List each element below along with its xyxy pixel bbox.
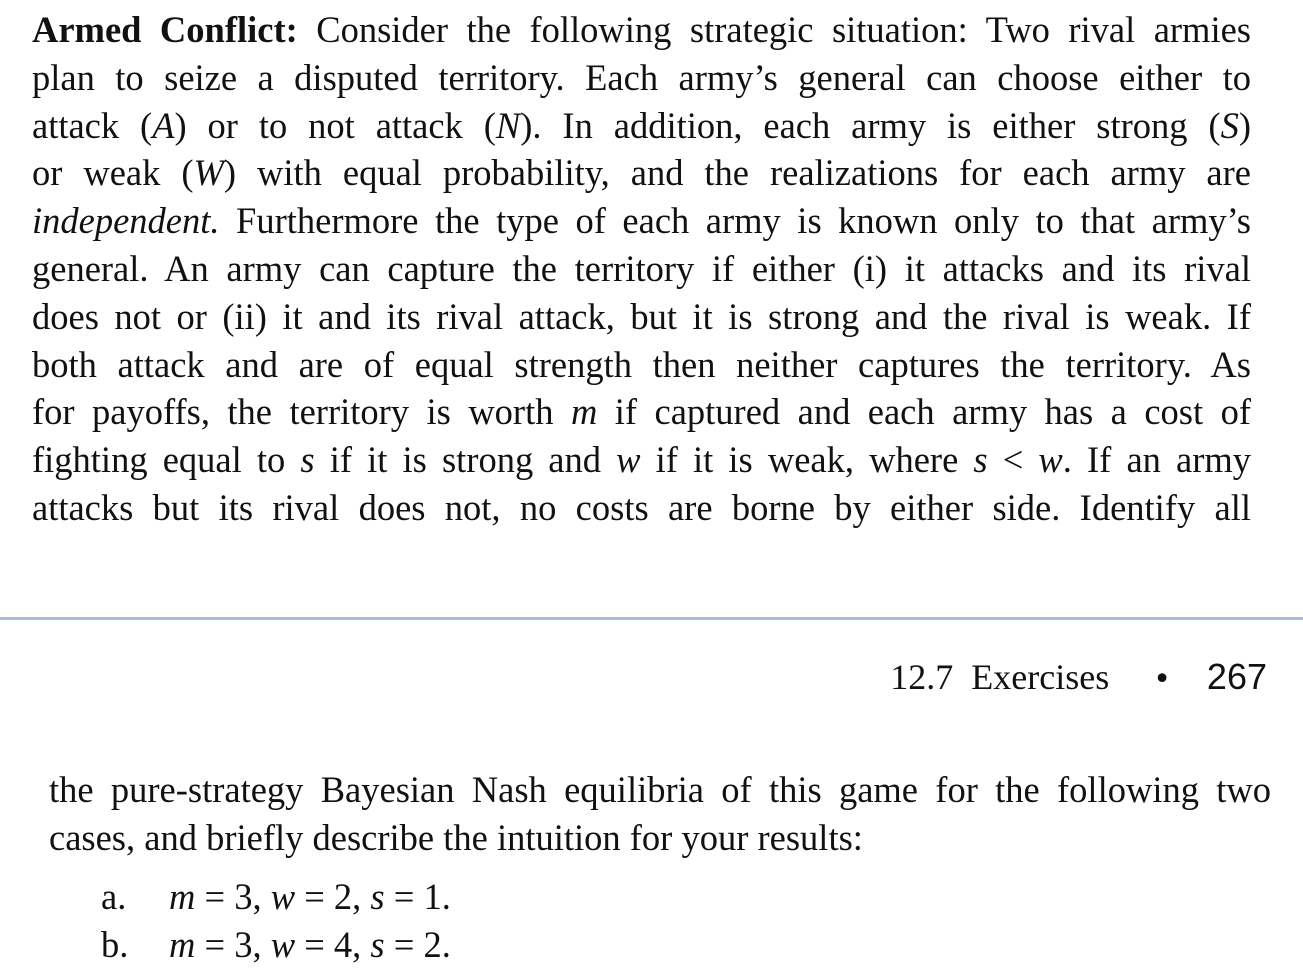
math-symbol: s: [300, 439, 315, 481]
math-symbol: N: [495, 104, 521, 146]
case-item: [101, 873, 451, 921]
exercise-line: fighting equal to s if it is strong and w if it is weak, where s < w. If an army: [32, 439, 1251, 481]
math-symbol: s: [370, 876, 385, 917]
continuation-paragraph: [49, 766, 1271, 862]
exercise-line: independent. Furthermore the type of each army is known only to that army’s: [32, 200, 1251, 242]
exercise-line: does not or (ii) it and its rival attack, but it is strong and the rival is weak. If: [32, 295, 1251, 337]
case-label: a.: [101, 876, 127, 917]
math-symbol: S: [1220, 104, 1239, 146]
continuation-line: cases, and briefly describe the intuition for your results:: [49, 816, 863, 858]
exercise-line-text: Consider the following strategic situation: Two rival armies: [316, 9, 1251, 50]
math-symbol: W: [193, 152, 224, 194]
exercise-line: or weak (W) with equal probability, and the realizations for each army are: [32, 152, 1251, 194]
math-symbol: s: [370, 924, 385, 965]
exercise-line: for payoffs, the territory is worth m if captured and each army has a cost of: [32, 391, 1251, 433]
case-equation: m = 3, w = 2, s = 1.: [169, 876, 451, 917]
continuation-line: the pure-strategy Bayesian Nash equilibria of this game for the following two: [49, 769, 1271, 810]
math-symbol: w: [616, 439, 641, 481]
exercise-paragraph: [32, 6, 1251, 532]
section-title: 12.7 Exercises: [890, 657, 1110, 697]
math-symbol: w: [1038, 439, 1063, 481]
exercise-line: [32, 6, 1251, 54]
math-symbol: independent.: [32, 200, 220, 242]
case-label: b.: [101, 924, 129, 965]
case-list: [101, 873, 451, 969]
case-item: [101, 921, 451, 969]
page-break-divider: [0, 617, 1303, 620]
math-symbol: w: [270, 876, 296, 917]
math-symbol: w: [270, 924, 296, 965]
case-equation: m = 3, w = 4, s = 2.: [169, 924, 451, 965]
math-symbol: m: [169, 876, 196, 917]
exercise-title: Armed Conflict:: [32, 9, 298, 50]
math-symbol: A: [152, 104, 175, 146]
math-symbol: s: [973, 439, 988, 481]
exercise-line: attack (A) or to not attack (N). In addition, each army is either strong (S): [32, 104, 1251, 146]
page-number: 267: [1206, 656, 1267, 697]
exercise-line: attacks but its rival does not, no costs are borne by either side. Identify all: [32, 486, 1251, 528]
math-symbol: m: [169, 924, 196, 965]
exercise-line: both attack and are of equal strength then neither captures the territory. As: [32, 343, 1251, 385]
exercise-line: general. An army can capture the territory if either (i) it attacks and its rival: [32, 247, 1251, 289]
bullet-separator: •: [1153, 662, 1171, 697]
math-symbol: m: [570, 391, 598, 433]
exercise-line: plan to seize a disputed territory. Each army’s general can choose either to: [32, 56, 1251, 98]
running-head: [890, 656, 1267, 698]
